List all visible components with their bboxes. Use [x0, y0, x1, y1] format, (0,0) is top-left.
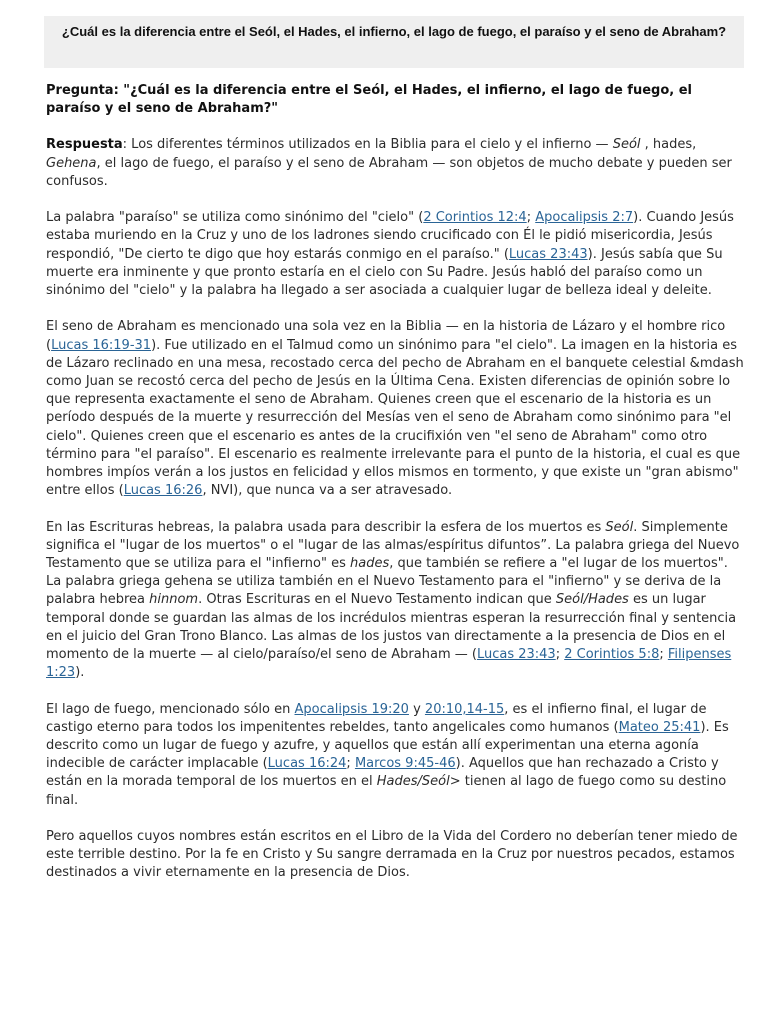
ref-link-marcos-9-45-46[interactable]: Marcos 9:45-46: [354, 756, 456, 772]
sheol-text-2: . Simplemente significa el "lugar de los muertos" o el "lugar de las almas/espíritus difuntos”. La palabra griega del Nuevo Testamento que se utiliza para el "infierno" es: [46, 519, 740, 572]
abraham-text-3: , NVI), que nunca va a ser atravesado.: [202, 483, 453, 499]
conclusion-paragraph: [46, 828, 746, 883]
answer-text-1: : Los diferentes términos utilizados en la Biblia para el cielo y el infierno —: [122, 137, 613, 153]
abraham-bosom-paragraph: [46, 318, 746, 500]
ref-link-lucas-16-24[interactable]: Lucas 16:24: [267, 756, 347, 772]
term-gehena: Gehena: [46, 155, 97, 171]
term-hades-seol: Hades/Seól>: [376, 774, 461, 790]
abraham-text-1: El seno de Abraham es mencionado una sola vez en la Biblia — en la historia de Lázaro y el hombre rico (: [46, 319, 726, 353]
ref-link-lucas-16-19-31[interactable]: Lucas 16:19-31: [51, 337, 152, 353]
fire-text-3: , es el infierno final, el lugar de castigo eterno para todos los impenitentes rebeldes, tanto angelicales como humanos (: [46, 701, 707, 735]
answer-text-2: , hades,: [640, 137, 697, 153]
term-seol-2: Seól: [605, 519, 634, 535]
fire-text-1: El lago de fuego, mencionado sólo en: [46, 701, 295, 717]
article-title: [44, 16, 744, 68]
paradise-text-4: ). Jesús sabía que Su muerte era inminente y que pronto estaría en el cielo con Su Padre. Jesús habló del paraíso como un sinónimo del "cielo" y la palabra ha llegado a ser asociada a cualquier lugar de belleza ideal y deleite.: [46, 246, 723, 299]
answer-paragraph: [46, 136, 746, 191]
paradise-text-1: La palabra "paraíso" se utiliza como sinónimo del "cielo" (: [46, 210, 424, 226]
term-seol-hades: Seól/Hades: [555, 592, 629, 608]
ref-link-lucas-16-26[interactable]: Lucas 16:26: [123, 483, 203, 499]
ref-link-apocalipsis-2-7[interactable]: Apocalipsis 2:7: [535, 210, 634, 226]
ref-link-mateo-25-41[interactable]: Mateo 25:41: [618, 719, 701, 735]
ref-link-lucas-23-43-b[interactable]: Lucas 23:43: [476, 647, 556, 663]
sheol-text-7: ;: [659, 647, 668, 663]
sheol-text-3: , que también se refiere a "el lugar de los muertos". La palabra griega gehena se utiliza también en el Nuevo Testamento para el "infierno" y se deriva de la palabra hebrea: [46, 556, 728, 608]
ref-link-filipenses-1-23[interactable]: Filipenses 1:23: [46, 647, 732, 681]
fire-text-5: ;: [346, 756, 355, 772]
sheol-text-1: En las Escrituras hebreas, la palabra usada para describir la esfera de los muertos es: [46, 519, 606, 535]
fire-text-6: ). Aquellos que han rechazado a Cristo y están en la morada temporal de los muertos en el: [46, 756, 719, 790]
fire-text-2: y: [408, 701, 425, 717]
ref-link-20-10-14-15[interactable]: 20:10,14-15: [424, 701, 505, 717]
answer-text-3: , el lago de fuego, el paraíso y el seno de Abraham — son objetos de mucho debate y pueden ser confusos.: [46, 155, 732, 189]
sheol-text-6: ;: [555, 647, 565, 663]
article-title-text: ¿Cuál es la diferencia entre el Seól, el Hades, el infierno, el lago de fuego, el paraíso y el seno de Abraham?: [61, 24, 727, 39]
term-seol: Seól: [612, 137, 641, 153]
sheol-hades-paragraph: [46, 519, 746, 683]
term-hinnom: hinnom: [149, 592, 199, 608]
article-body: [46, 82, 746, 901]
question-paragraph: [46, 82, 746, 118]
fire-text-4: ). Es descrito como un lugar de fuego y azufre, y aquellos que están allí experimentan una eterna agonía indecible de carácter implacable (: [46, 719, 729, 772]
sheol-text-5: es un lugar temporal donde se guardan las almas de los incrédulos mientras esperan la resurrección final y sentencia en el juicio del Gran Trono Blanco. Las almas de los justos van directamente a la presencia de Dios en el momento de la muerte — al cielo/paraíso/el seno de Abraham — (: [46, 592, 737, 663]
paradise-text-2: ;: [526, 210, 536, 226]
paradise-text-3: ). Cuando Jesús estaba muriendo en la Cruz y uno de los ladrones siendo crucificado con Él le pidió misericordia, Jesús respondió, "De cierto te digo que hoy estarás conmigo en el paraíso." (: [46, 210, 734, 262]
ref-link-2-corintios-12-4[interactable]: 2 Corintios 12:4: [423, 210, 527, 226]
ref-link-apocalipsis-19-20[interactable]: Apocalipsis 19:20: [294, 701, 409, 717]
question-text: "¿Cuál es la diferencia entre el Seól, el Hades, el infierno, el lago de fuego, el paraíso y el seno de Abraham?": [46, 83, 692, 117]
fire-text-7: tienen al lago de fuego como su destino final.: [46, 774, 727, 808]
conclusion-text: Pero aquellos cuyos nombres están escritos en el Libro de la Vida del Cordero no deberían tener miedo de este terrible destino. Por la fe en Cristo y Su sangre derramada en la Cruz por nuestros pecados, estamos destinados a vivir eternamente en la presencia de Dios.: [46, 829, 738, 881]
answer-label: Respuesta: [46, 137, 123, 153]
ref-link-lucas-23-43[interactable]: Lucas 23:43: [508, 246, 588, 262]
question-label: Pregunta: [46, 83, 114, 98]
sheol-text-8: ).: [75, 665, 85, 681]
sheol-text-4: . Otras Escrituras en el Nuevo Testamento indican que: [198, 592, 556, 608]
abraham-text-2: ). Fue utilizado en el Talmud como un sinónimo para "el cielo". La imagen en la historia es de Lázaro reclinado en una mesa, recostado cerca del pecho de Abraham en el banquete celestial &mdash como Juan se recostó cerca del pecho de Jesús en la Última Cena. Existen diferencias de opinión sobre lo que representa exactamente el seno de Abraham. Quienes creen que el escenario de la historia es un período después de la muerte y resurrección del Mesías ven el seno de Abraham como sinónimo para "el cielo". Quienes creen que el escenario es antes de la crucifixión ven "el seno de Abraham" como otro término para "el paraíso". El escenario es realmente irrelevante para el punto de la historia, el cual es que hombres impíos verán a los justos en felicidad y ellos mismos en tormento, y que existe un "gran abismo" entre ellos (: [46, 337, 744, 499]
lake-of-fire-paragraph: [46, 701, 746, 810]
term-hades: hades: [350, 556, 390, 572]
question-colon: :: [113, 83, 124, 98]
ref-link-2-corintios-5-8[interactable]: 2 Corintios 5:8: [564, 647, 660, 663]
paradise-paragraph: [46, 209, 746, 300]
